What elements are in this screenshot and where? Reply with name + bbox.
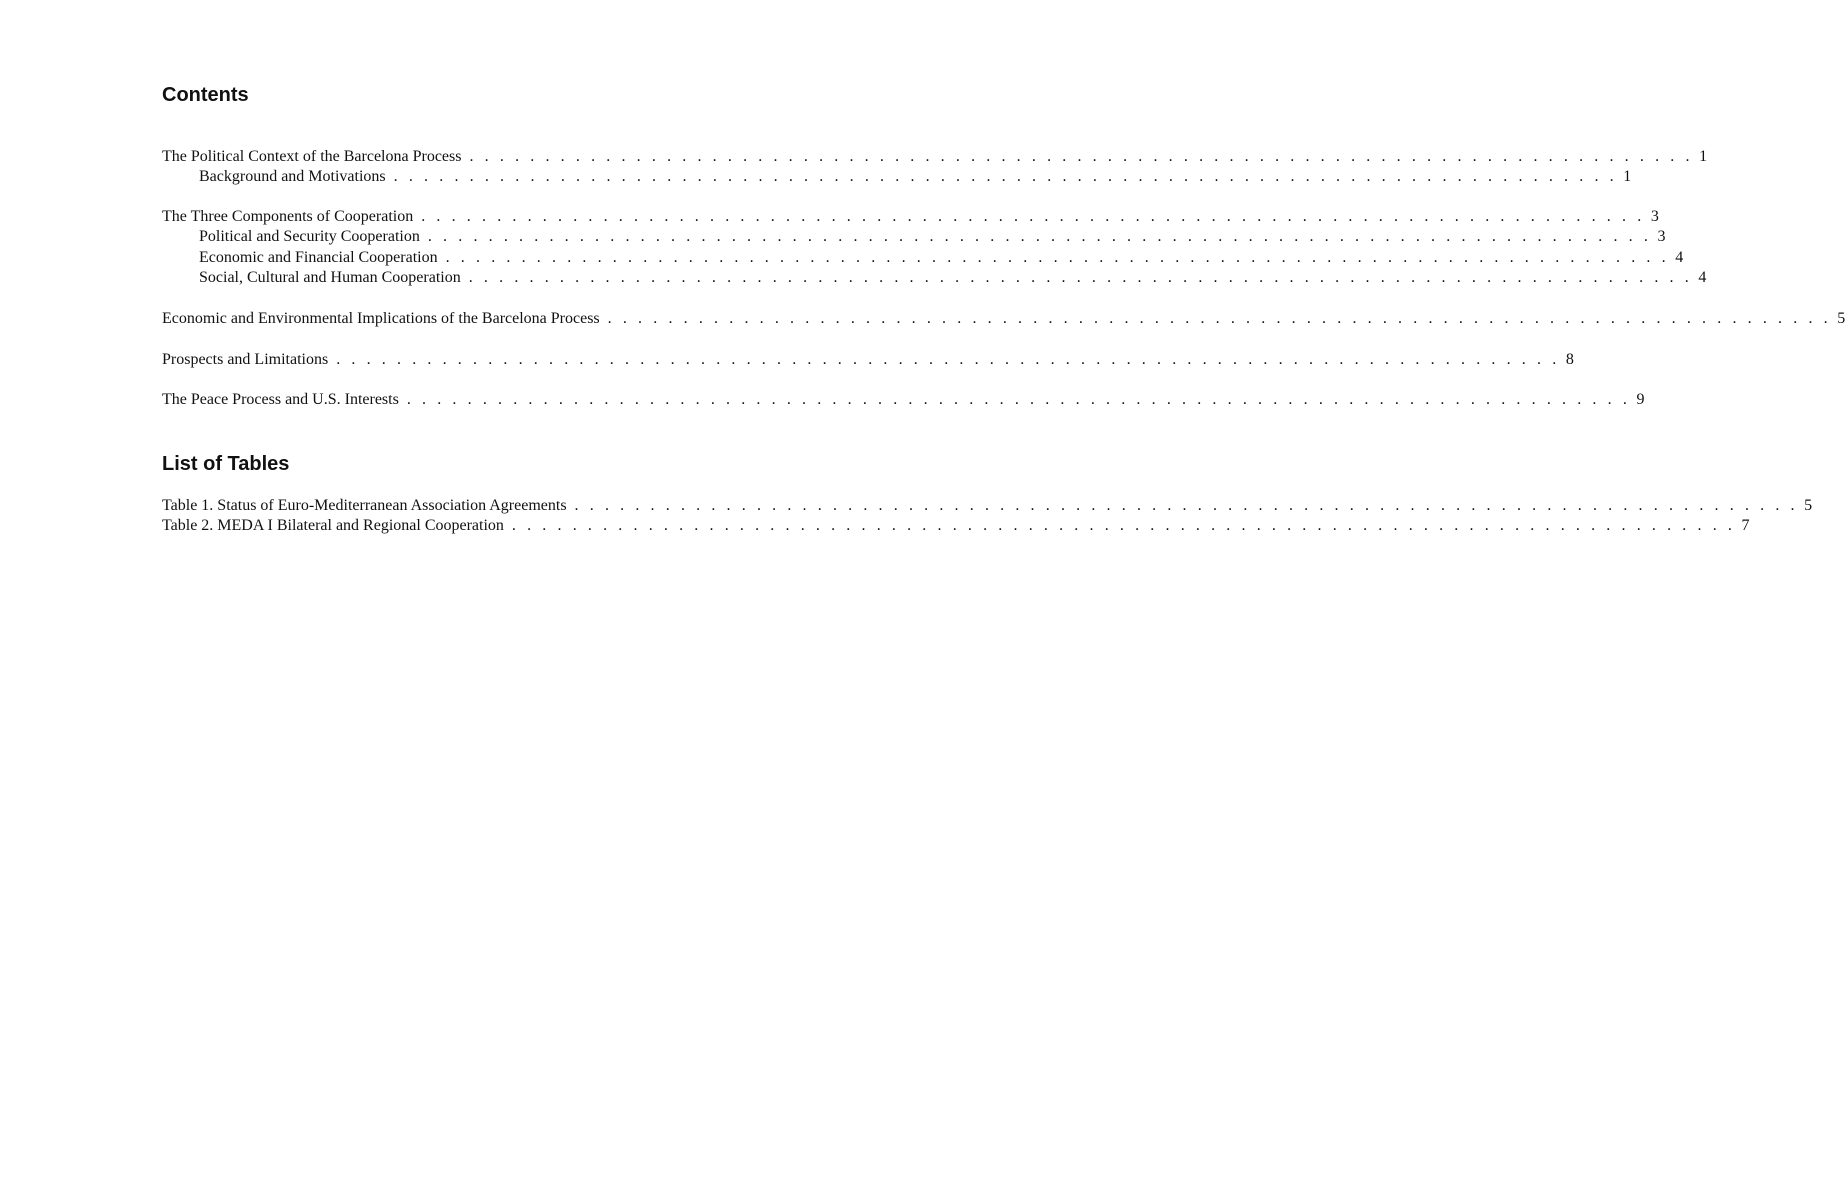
toc-entry-title: The Three Components of Cooperation: [162, 208, 414, 225]
dot-leader: . . . . . . . . . . . . . . . . . . . . . . . . . . . . . . . . . . . . . . . . . . . . . . . . . . . . . . . . . . . . . . . . . . . . . . . . . . . . . . . . .: [574, 497, 1799, 514]
dot-leader: . . . . . . . . . . . . . . . . . . . . . . . . . . . . . . . . . . . . . . . . . . . . . . . . . . . . . . . . . . . . . . . . . . . . . . . . . . . . . . . . .: [421, 208, 1645, 225]
toc-entry-page: 1: [1623, 168, 1632, 186]
toc-entry-page: 5: [1804, 497, 1813, 514]
dot-leader: . . . . . . . . . . . . . . . . . . . . . . . . . . . . . . . . . . . . . . . . . . . . . . . . . . . . . . . . . . . . . . . . . . . . . . . . . . . . . . . . .: [607, 310, 1832, 327]
toc-entry-title: Prospects and Limitations: [162, 351, 329, 368]
toc-entry[interactable]: [162, 350, 1574, 370]
toc-section-1: [162, 147, 1708, 188]
list-of-tables: [162, 496, 1813, 537]
dot-leader: . . . . . . . . . . . . . . . . . . . . . . . . . . . . . . . . . . . . . . . . . . . . . . . . . . . . . . . . . . . . . . . . . . . . . . . . . . . . . . . . .: [468, 269, 1693, 287]
toc-entry-title: The Peace Process and U.S. Interests: [162, 391, 399, 408]
toc-section-4: [162, 350, 1574, 370]
toc-entry-title: Social, Cultural and Human Cooperation: [199, 269, 461, 287]
toc-section-5: [162, 390, 1645, 410]
toc-entry-title: Table 2. MEDA I Bilateral and Regional Cooperation: [162, 517, 504, 535]
contents-heading: Contents: [162, 84, 249, 106]
toc-subentry[interactable]: [162, 167, 1632, 187]
toc-subentry[interactable]: [162, 268, 1707, 288]
toc-entry-page: 1: [1699, 148, 1708, 165]
toc-entry-page: 8: [1565, 351, 1574, 368]
toc-entry-title: Political and Security Cooperation: [199, 228, 420, 246]
toc-entry-page: 5: [1837, 310, 1845, 327]
toc-subentry[interactable]: [162, 227, 1666, 247]
toc-entry[interactable]: [162, 147, 1708, 167]
toc-entry[interactable]: [162, 309, 1845, 329]
dot-leader: . . . . . . . . . . . . . . . . . . . . . . . . . . . . . . . . . . . . . . . . . . . . . . . . . . . . . . . . . . . . . . . . . . . . . . . . . . . . . . . . .: [445, 248, 1670, 266]
toc-entry-title: Background and Motivations: [199, 168, 386, 186]
toc-entry-page: 4: [1675, 248, 1684, 266]
toc-entry-title: Economic and Financial Cooperation: [199, 248, 438, 266]
dot-leader: . . . . . . . . . . . . . . . . . . . . . . . . . . . . . . . . . . . . . . . . . . . . . . . . . . . . . . . . . . . . . . . . . . . . . . . . . . . . . . . . .: [511, 517, 1736, 535]
table-list-entry[interactable]: [162, 516, 1750, 536]
dot-leader: . . . . . . . . . . . . . . . . . . . . . . . . . . . . . . . . . . . . . . . . . . . . . . . . . . . . . . . . . . . . . . . . . . . . . . . . . . . . . . . . .: [406, 391, 1631, 408]
dot-leader: . . . . . . . . . . . . . . . . . . . . . . . . . . . . . . . . . . . . . . . . . . . . . . . . . . . . . . . . . . . . . . . . . . . . . . . . . . . . . . . . .: [336, 351, 1560, 368]
toc-entry-page: 9: [1636, 391, 1645, 408]
toc-entry-title: Table 1. Status of Euro-Mediterranean Association Agreements: [162, 497, 567, 514]
toc-entry-page: 3: [1657, 228, 1666, 246]
dot-leader: . . . . . . . . . . . . . . . . . . . . . . . . . . . . . . . . . . . . . . . . . . . . . . . . . . . . . . . . . . . . . . . . . . . . . . . . . . . . . . . . .: [393, 168, 1618, 186]
toc-entry[interactable]: [162, 207, 1659, 227]
dot-leader: . . . . . . . . . . . . . . . . . . . . . . . . . . . . . . . . . . . . . . . . . . . . . . . . . . . . . . . . . . . . . . . . . . . . . . . . . . . . . . . . .: [427, 228, 1652, 246]
toc-entry-page: 3: [1650, 208, 1659, 225]
list-of-tables-heading: List of Tables: [162, 453, 290, 475]
toc-section-3: [162, 309, 1845, 329]
dot-leader: . . . . . . . . . . . . . . . . . . . . . . . . . . . . . . . . . . . . . . . . . . . . . . . . . . . . . . . . . . . . . . . . . . . . . . . . . . . . . . . . .: [469, 148, 1694, 165]
toc-entry-title: Economic and Environmental Implications of the Barcelona Process: [162, 310, 600, 327]
table-list-entry[interactable]: [162, 496, 1813, 516]
toc-entry[interactable]: [162, 390, 1645, 410]
toc-entry-page: 7: [1741, 517, 1750, 535]
toc-section-2: [162, 207, 1707, 289]
toc-entry-page: 4: [1698, 269, 1707, 287]
toc-subentry[interactable]: [162, 248, 1684, 268]
toc-entry-title: The Political Context of the Barcelona Process: [162, 148, 462, 165]
